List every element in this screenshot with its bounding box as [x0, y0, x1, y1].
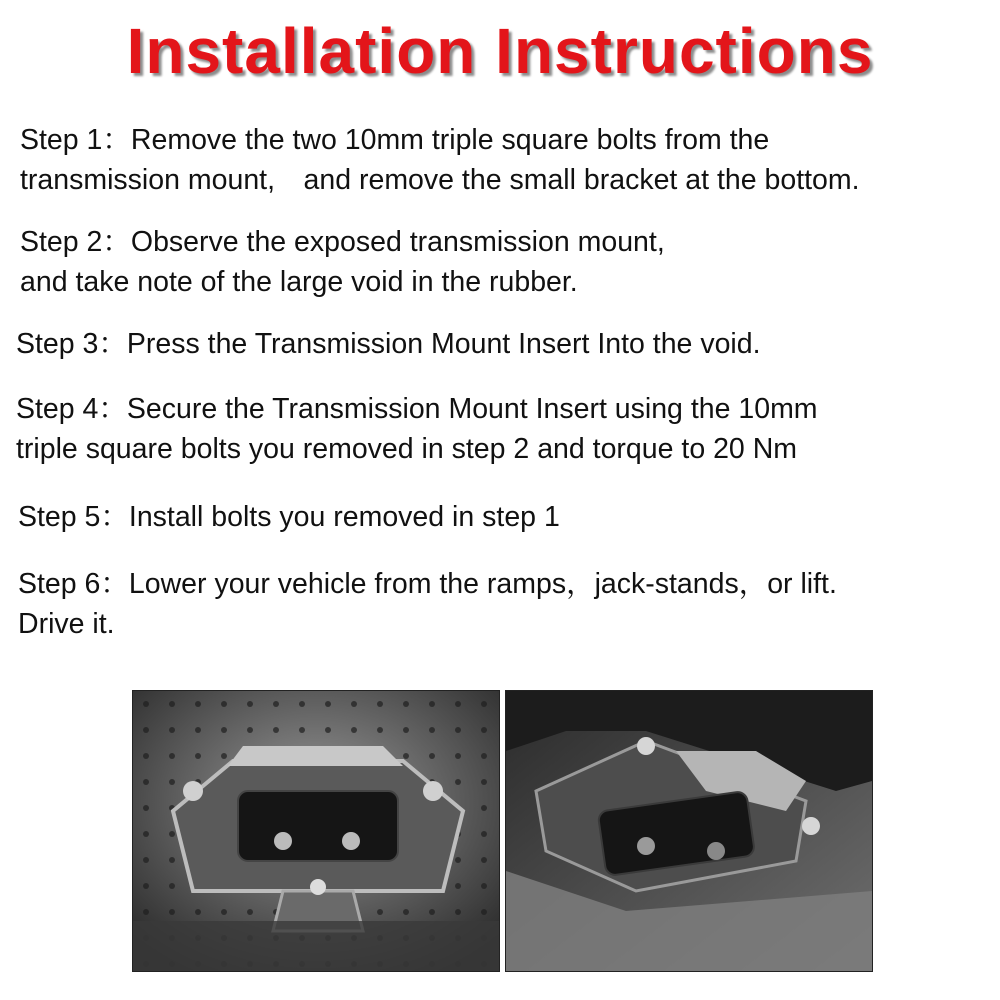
step-6-line-1: Step 6：Lower your vehicle from the ramps，jack-stands，or lift.	[18, 568, 837, 600]
step-2-line-2: and take note of the large void in the rubber.	[20, 266, 578, 298]
step-4-line-2: triple square bolts you removed in step 2 and torque to 20 Nm	[16, 433, 798, 465]
mount-photo-left	[132, 690, 500, 972]
page-title: Installation Instructions	[126, 15, 874, 87]
step-6-line-2: Drive it.	[18, 608, 115, 640]
mount-photo-right	[505, 690, 873, 972]
step-4-line-1: Step 4：Secure the Transmission Mount Insert using the 10mm	[16, 393, 818, 425]
step-1-line-2: transmission mount, and remove the small bracket at the bottom.	[20, 164, 860, 196]
step-2-line-1: Step 2：Observe the exposed transmission mount,	[20, 226, 665, 258]
step-5-line-1: Step 5：Install bolts you removed in step 1	[18, 501, 560, 533]
step-3-line-1: Step 3：Press the Transmission Mount Insert Into the void.	[16, 328, 761, 360]
step-1-line-1: Step 1：Remove the two 10mm triple square bolts from the	[20, 124, 770, 156]
